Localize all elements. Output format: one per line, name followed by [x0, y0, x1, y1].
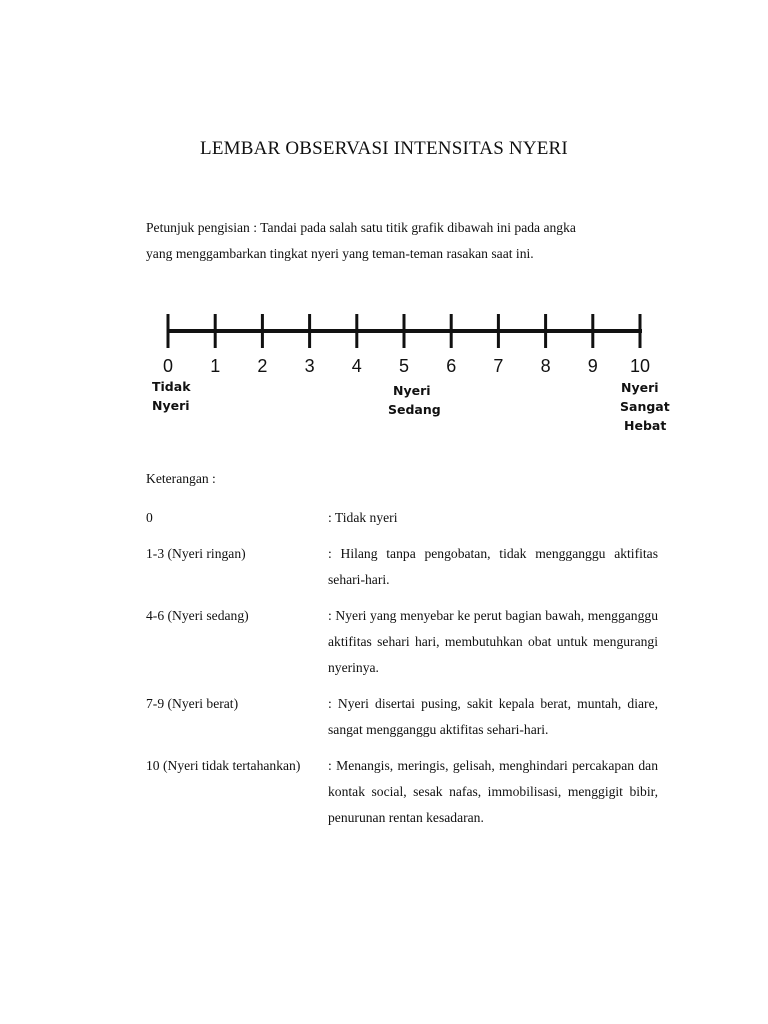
- scale-number-4: 4: [351, 356, 362, 376]
- legend-row: [146, 541, 658, 593]
- scale-number-0: 0: [162, 356, 174, 376]
- scale-number-6: 6: [446, 356, 457, 376]
- label-nyeri-sangat-hebat-line-3: Hebat: [624, 418, 667, 433]
- pain-scale: [140, 300, 680, 450]
- legend-term: 1-3 (Nyeri ringan): [146, 546, 246, 561]
- scale-number-2: 2: [257, 356, 268, 376]
- legend-row: [146, 505, 658, 531]
- scale-number-8: 8: [540, 356, 551, 376]
- scale-number-5: 5: [398, 356, 410, 376]
- instruction-line-1: Petunjuk pengisian : Tandai pada salah satu titik grafik dibawah ini pada angka: [146, 220, 576, 235]
- legend-term: 10 (Nyeri tidak tertahankan): [146, 758, 301, 773]
- label-tidak-nyeri-line-1: Tidak: [152, 379, 191, 394]
- label-nyeri-sedang-line-2: Sedang: [388, 402, 441, 417]
- legend-desc: : Nyeri disertai pusing, sakit kepala berat, muntah, diare, sangat mengganggu aktifitas sehari-hari.: [328, 696, 658, 737]
- legend-desc: : Menangis, meringis, gelisah, menghindari percakapan dan kontak social, sesak nafas, immobilisasi, menggigit bibir, penurunan rentan kesadaran.: [328, 758, 658, 825]
- legend-list: [146, 505, 658, 841]
- label-nyeri-sangat-hebat-line-1: Nyeri: [621, 380, 659, 395]
- legend-row: [146, 753, 658, 831]
- legend-desc: : Nyeri yang menyebar ke perut bagian bawah, mengganggu aktifitas sehari hari, membutuhkan obat untuk mengurangi nyerinya.: [328, 608, 658, 675]
- pain-scale-graphic: [140, 300, 680, 450]
- legend-desc: : Hilang tanpa pengobatan, tidak mengganggu aktifitas sehari-hari.: [328, 546, 658, 587]
- keterangan-heading: Keterangan :: [146, 471, 216, 486]
- instruction-text: [146, 215, 658, 267]
- scale-number-10: 10: [629, 356, 651, 376]
- label-nyeri-sangat-hebat-line-2: Sangat: [620, 399, 670, 414]
- page-title: LEMBAR OBSERVASI INTENSITAS NYERI: [200, 138, 568, 159]
- legend-term: 7-9 (Nyeri berat): [146, 696, 239, 711]
- legend-row: [146, 691, 658, 743]
- scale-number-1: 1: [210, 356, 221, 376]
- scale-number-9: 9: [587, 356, 598, 376]
- legend-desc: : Tidak nyeri: [328, 510, 398, 525]
- legend-term: 4-6 (Nyeri sedang): [146, 608, 249, 623]
- legend-term: 0: [146, 510, 153, 525]
- legend-row: [146, 603, 658, 681]
- scale-number-3: 3: [304, 356, 315, 376]
- instruction-line-2: yang menggambarkan tingkat nyeri yang teman-teman rasakan saat ini.: [146, 246, 534, 261]
- label-tidak-nyeri-line-2: Nyeri: [152, 398, 190, 413]
- scale-number-7: 7: [493, 356, 504, 376]
- label-nyeri-sedang-line-1: Nyeri: [393, 383, 431, 398]
